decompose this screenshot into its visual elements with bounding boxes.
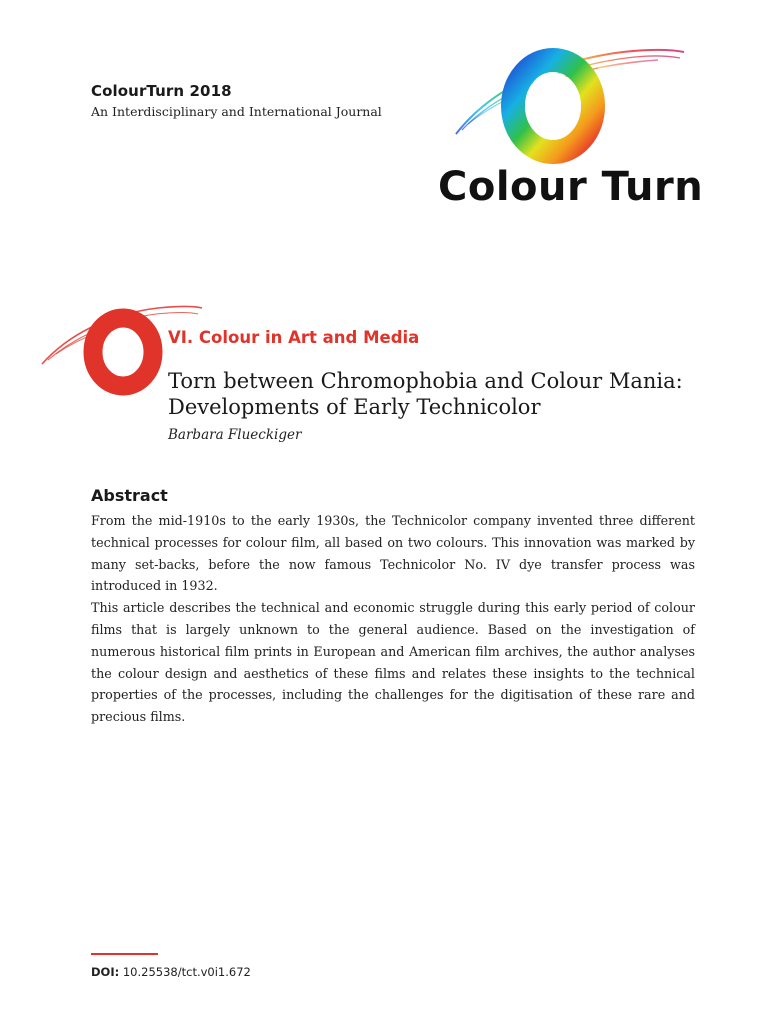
journal-name: ColourTurn 2018 [91,82,232,100]
article-title [168,368,728,420]
author: Barbara Flueckiger [168,427,302,443]
abstract-paragraph: This article describes the technical and economic struggle during this early period of colour films that is largely unknown to the general audience. Based on the investigation of numerous historical film prints in European and American film archives, the author analyses the colour design and aesthetics of these films and relates these insights to the technical properties of the processes, including the challenges for the digitisation of these rare and precious films. [91,600,695,725]
rainbow-brushstroke-ring-icon [448,38,688,178]
abstract-paragraph: From the mid-1910s to the early 1930s, the Technicolor company invented three different technical processes for colour film, all based on two colours. This innovation was marked by many set-backs, before the now famous Technicolor No. IV dye transfer process was introduced in 1932. [91,513,695,594]
journal-subtitle: An Interdisciplinary and International Journal [91,104,382,119]
footer-divider [91,953,158,955]
abstract-body [91,510,695,728]
doi-label: DOI: [91,965,120,979]
colour-turn-logo-text: Colour Turn [438,164,704,210]
article-title-line2: Developments of Early Technicolor [168,395,541,419]
article-title-line1: Torn between Chromophobia and Colour Mania: [168,369,683,393]
doi-value: 10.25538/tct.v0i1.672 [122,965,251,979]
section-title: VI. Colour in Art and Media [168,328,420,347]
abstract-heading: Abstract [91,486,168,505]
doi [91,965,251,979]
